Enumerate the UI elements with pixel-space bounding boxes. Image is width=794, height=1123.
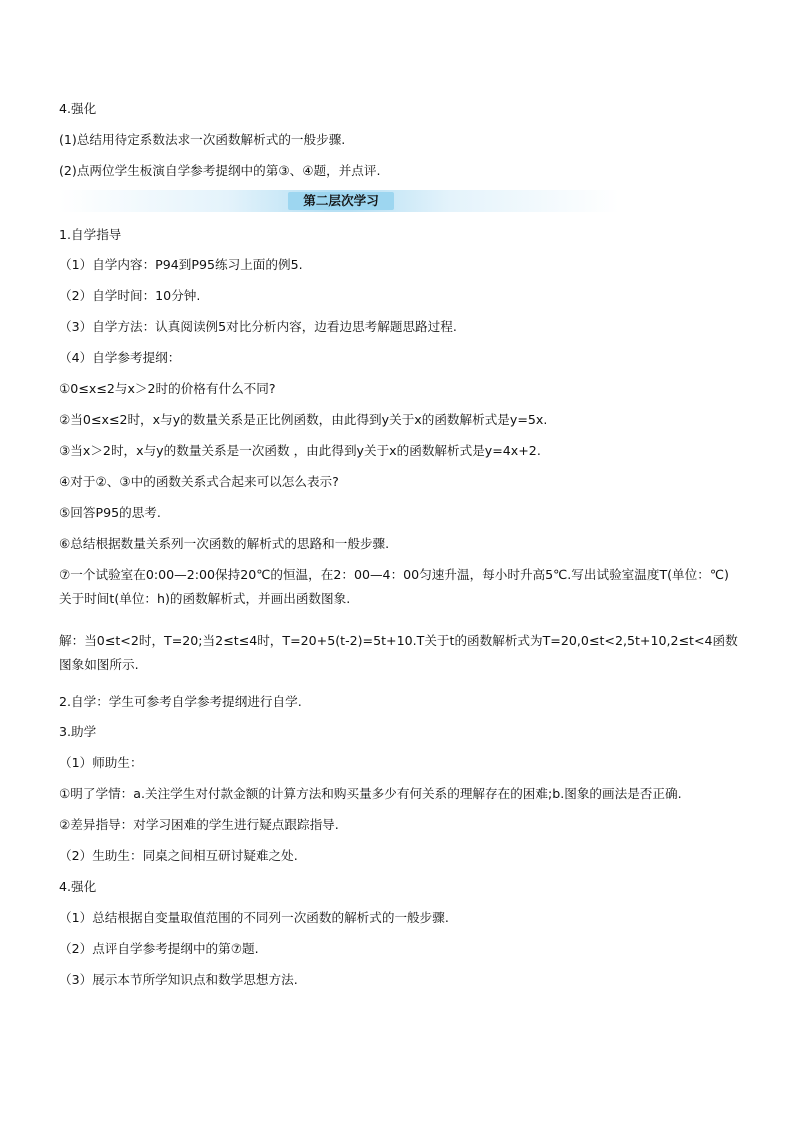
list-item: ⑤回答P95的思考. (59, 505, 161, 520)
paragraph: (1)总结用待定系数法求一次函数解析式的一般步骤. (59, 132, 346, 147)
list-item: ①0≤x≤2与x＞2时的价格有什么不同? (59, 381, 276, 396)
section-banner-label: 第二层次学习 (288, 192, 394, 210)
section-heading: 4.强化 (59, 879, 97, 894)
paragraph: （1）师助生： (59, 755, 143, 770)
paragraph: （3）自学方法：认真阅读例5对比分析内容，边看边思考解题思路过程. (59, 319, 457, 334)
list-item: （3）展示本节所学知识点和数学思想方法. (59, 972, 298, 987)
list-item: ③当x＞2时，x与y的数量关系是一次函数 ，由此得到y关于x的函数解析式是y=4x+2. (59, 443, 541, 458)
list-item: （2）点评自学参考提纲中的第⑦题. (59, 941, 259, 956)
list-item: ④对于②、③中的函数关系式合起来可以怎么表示? (59, 474, 339, 489)
list-item: （1）总结根据自变量取值范围的不同列一次函数的解析式的一般步骤. (59, 910, 449, 925)
list-item: ②差异指导：对学习困难的学生进行疑点跟踪指导. (59, 817, 339, 832)
section-heading: 1.自学指导 (59, 227, 122, 242)
section-heading: 4.强化 (59, 101, 97, 116)
paragraph: 2.自学：学生可参考自学参考提纲进行自学. (59, 694, 302, 709)
paragraph: （4）自学参考提纲： (59, 350, 181, 365)
list-item: ①明了学情：a.关注学生对付款金额的计算方法和购买量多少有何关系的理解存在的困难;b.图象的画法是否正确. (59, 786, 682, 801)
list-item: ⑦一个试验室在0:00—2:00保持20℃的恒温，在2：00—4：00匀速升温，每小时升高5℃.写出试验室温度T(单位：℃)关于时间t(单位：h)的函数解析式，并画出函数图象. (59, 567, 729, 606)
paragraph: （2）自学时间：10分钟. (59, 288, 201, 303)
paragraph: （1）自学内容：P94到P95练习上面的例5. (59, 257, 303, 272)
section-heading: 3.助学 (59, 724, 97, 739)
paragraph: (2)点两位学生板演自学参考提纲中的第③、④题，并点评. (59, 163, 381, 178)
list-item: ②当0≤x≤2时，x与y的数量关系是正比例函数，由此得到y关于x的函数解析式是y=5x. (59, 412, 548, 427)
list-item: ⑥总结根据数量关系列一次函数的解析式的思路和一般步骤. (59, 536, 390, 551)
paragraph: （2）生助生：同桌之间相互研讨疑难之处. (59, 848, 298, 863)
solution-paragraph: 解：当0≤t<2时，T=20;当2≤t≤4时，T=20+5(t-2)=5t+10.T关于t的函数解析式为T=20,0≤t<2,5t+10,2≤t<4函数图象如图所示. (59, 633, 738, 672)
